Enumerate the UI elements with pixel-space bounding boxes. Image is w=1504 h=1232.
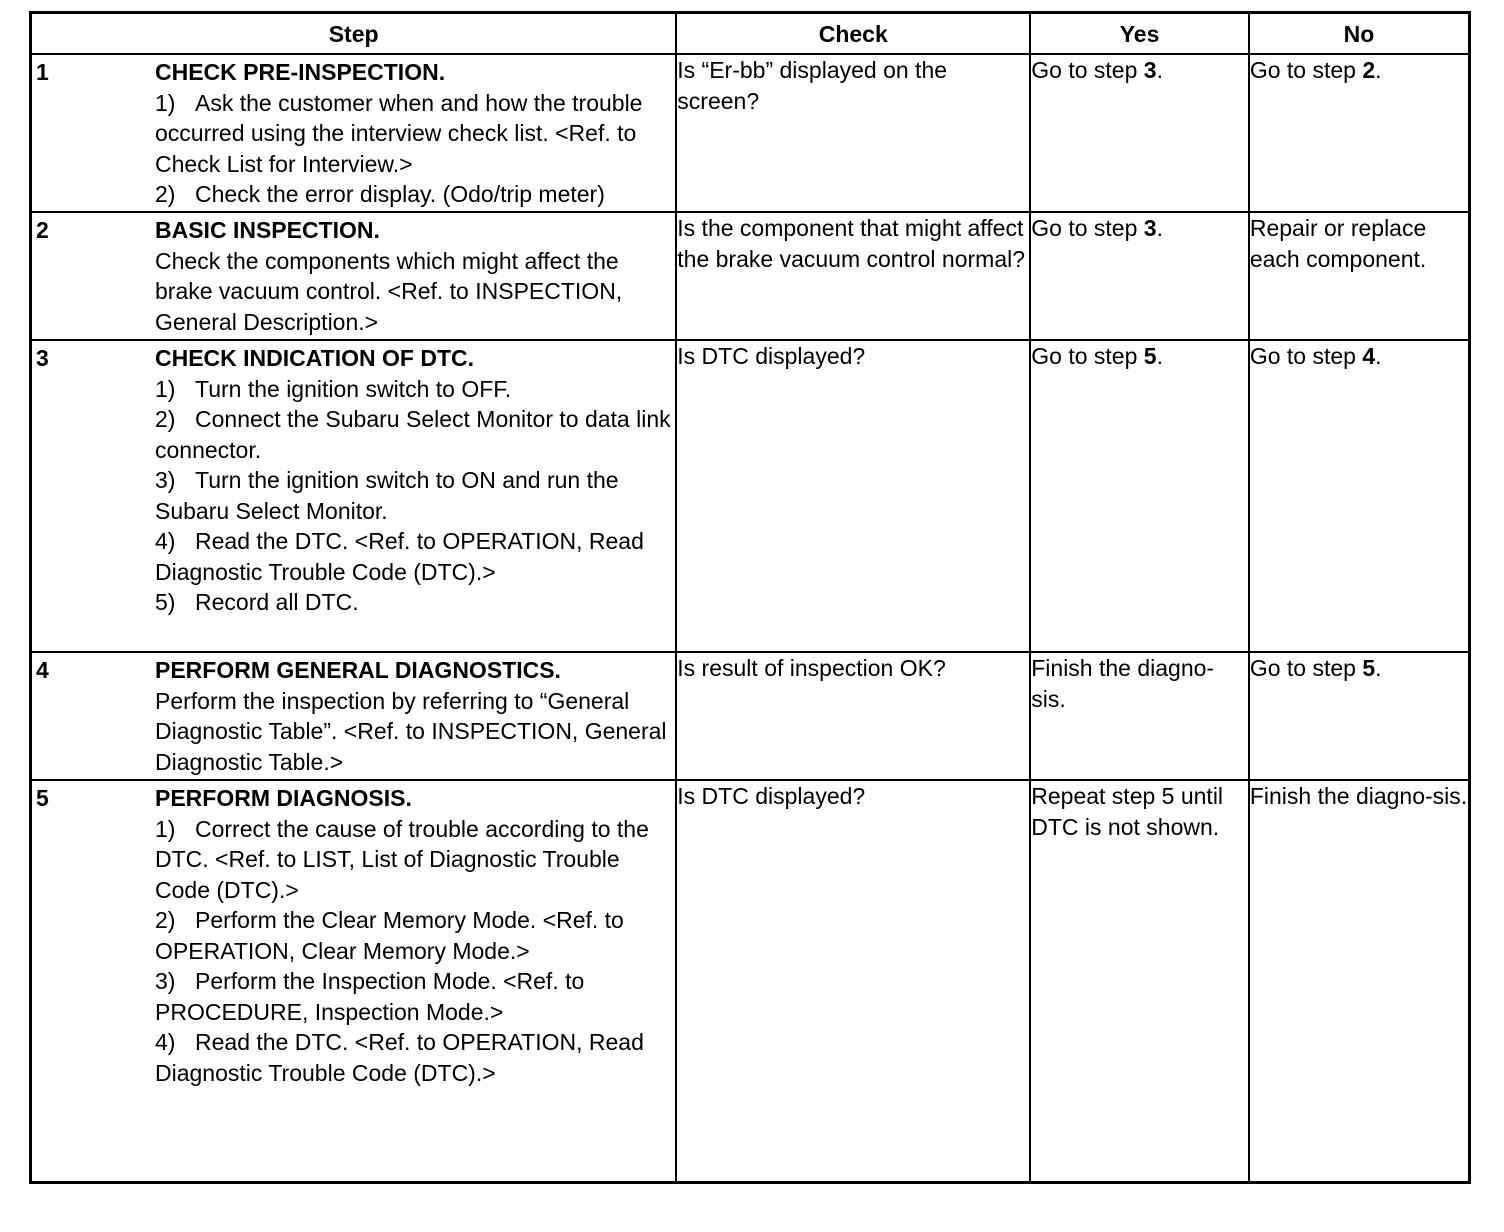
table-row [31,212,1470,340]
step-cell [31,780,677,1182]
step-cell [31,54,677,212]
step-title: CHECK INDICATION OF DTC. [155,345,475,371]
step-number: 3 [36,345,49,371]
substep: 4) Read the DTC. <Ref. to OPERATION, Read Diagnostic Trouble Code (DTC).> [155,528,644,585]
substep: 1) Turn the ignition switch to OFF. [155,375,512,402]
table-row [31,340,1470,652]
check-cell: Is the component that might affect the brake vacuum control normal? [676,212,1030,340]
header-row [31,13,1470,55]
substep: 1) Correct the cause of trouble according to the DTC. <Ref. to LIST, List of Diagnostic Trouble Code (DTC).> [155,815,649,903]
table-row [31,780,1470,1182]
check-cell: Is result of inspection OK? [676,652,1030,780]
header-yes: Yes [1030,13,1249,55]
substep: 3) Perform the Inspection Mode. <Ref. to PROCEDURE, Inspection Mode.> [155,968,585,1025]
step-number: 5 [36,785,49,811]
step-body: Check the components which might affect the brake vacuum control. <Ref. to INSPECTION, General Description.> [155,247,623,335]
table-row [31,652,1470,780]
check-cell: Is “Er-bb” displayed on the screen? [676,54,1030,212]
step-number: 4 [36,657,49,683]
yes-cell: Finish the diagno-sis. [1030,652,1249,780]
substep: 4) Read the DTC. <Ref. to OPERATION, Read Diagnostic Trouble Code (DTC).> [155,1029,644,1086]
substep: 2) Perform the Clear Memory Mode. <Ref. to OPERATION, Clear Memory Mode.> [155,907,624,964]
substep: 2) Check the error display. (Odo/trip meter) [155,181,605,207]
header-step: Step [31,13,677,55]
diagnostic-table [29,11,1471,1184]
step-cell [31,652,677,780]
yes-cell: Go to step 5. [1030,340,1249,652]
substep: 5) Record all DTC. [155,589,359,615]
check-cell: Is DTC displayed? [676,340,1030,652]
no-cell: Go to step 5. [1249,652,1470,780]
no-cell: Repair or replace each component. [1249,212,1470,340]
substep: 2) Connect the Subaru Select Monitor to data link connector. [155,406,671,463]
no-cell: Go to step 4. [1249,340,1470,652]
step-number: 2 [36,217,49,243]
yes-cell: Go to step 3. [1030,212,1249,340]
step-cell [31,340,677,652]
step-body: Perform the inspection by referring to “General Diagnostic Table”. <Ref. to INSPECTION, General Diagnostic Table.> [155,687,667,775]
check-cell: Is DTC displayed? [676,780,1030,1182]
no-cell: Finish the diagno-sis. [1249,780,1470,1182]
no-cell: Go to step 2. [1249,54,1470,212]
step-title: PERFORM GENERAL DIAGNOSTICS. [155,657,561,683]
substep: 1) Ask the customer when and how the trouble occurred using the interview check list. <Ref. to Check List for Interview.> [155,89,643,177]
step-title: BASIC INSPECTION. [155,217,380,243]
yes-cell: Go to step 3. [1030,54,1249,212]
step-number: 1 [36,59,49,85]
step-title: PERFORM DIAGNOSIS. [155,785,412,811]
step-cell [31,212,677,340]
substep: 3) Turn the ignition switch to ON and run the Subaru Select Monitor. [155,467,619,524]
yes-cell: Repeat step 5 until DTC is not shown. [1030,780,1249,1182]
table-row [31,54,1470,212]
step-title: CHECK PRE-INSPECTION. [155,59,446,85]
header-check: Check [676,13,1030,55]
header-no: No [1249,13,1470,55]
